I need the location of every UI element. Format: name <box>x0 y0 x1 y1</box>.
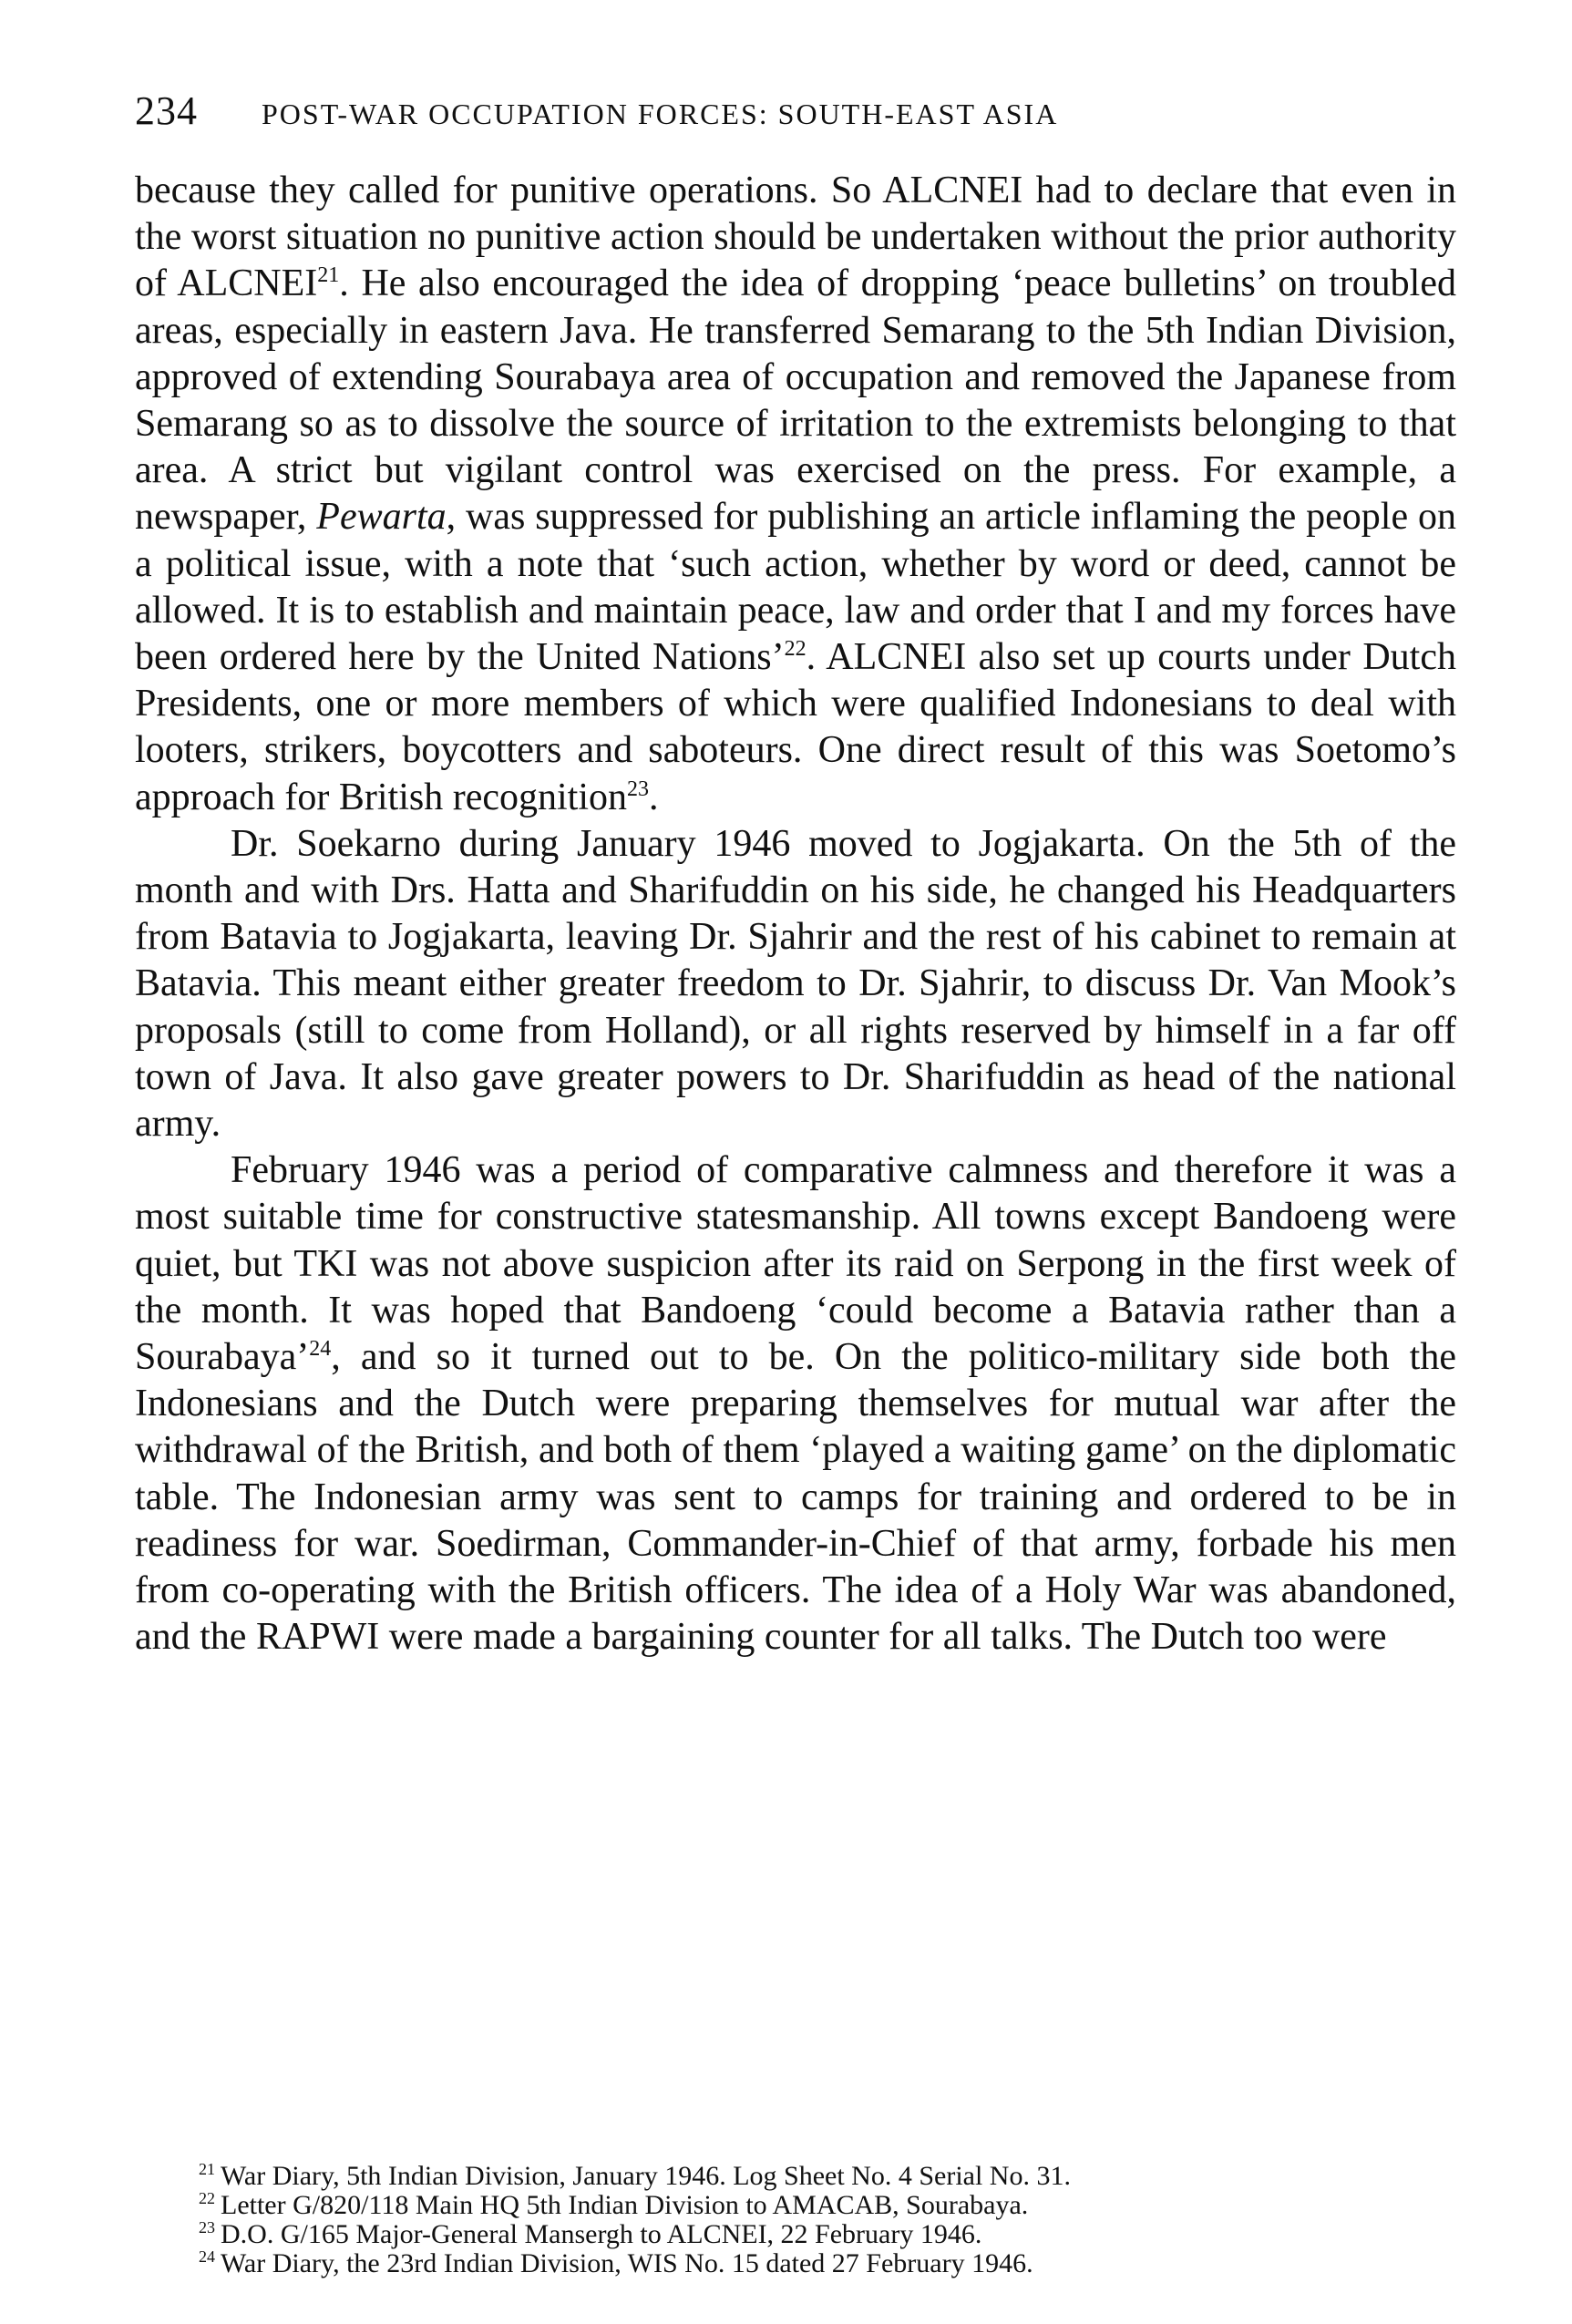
footnote-mark: 21 <box>199 2160 215 2178</box>
footnote-ref-22: 22 <box>784 637 807 662</box>
paragraph-3-text-a: February 1946 was a period of comparative calmness and therefore it was a most suitable time for constructive statesmanship. All towns except Bandoeng were quiet, but TKI was not above suspicion after its raid on Serpong in the first week of the month. It was hoped that Bandoeng ‘could become a Batavia rather than a Sourabaya’ <box>135 1149 1456 1379</box>
page-header <box>135 87 1456 142</box>
running-head: POST-WAR OCCUPATION FORCES: SOUTH-EAST ASIA <box>262 98 1059 130</box>
footnotes <box>199 2162 1465 2278</box>
footnote-24 <box>199 2249 1465 2278</box>
footnote-ref-23: 23 <box>627 776 650 801</box>
page-number: 234 <box>135 88 198 133</box>
paragraph-2: Dr. Soekarno during January 1946 moved to Jogjakarta. On the 5th of the month and with Drs. Hatta and Sharifuddin on his side, he changed his Headquarters from Batavia to Jogjakarta, leaving Dr. Sjahrir and the rest of his cabinet to remain at Batavia. This meant either greater freedom to Dr. Sjahrir, to discuss Dr. Van Mook’s proposals (still to come from Holland), or all rights reserved by himself in a far off town of Java. It also gave greater powers to Dr. Sharifuddin as head of the national army. <box>135 822 1456 1146</box>
footnote-23 <box>199 2220 1465 2249</box>
paragraph-1-text-a: because they called for punitive operations. So ALCNEI had to declare that even in the worst situation no punitive action should be undertaken without the prior authority of ALCNEI <box>135 170 1456 305</box>
footnote-22 <box>199 2191 1465 2220</box>
footnote-mark: 22 <box>199 2189 215 2207</box>
paragraph-3 <box>135 1147 1456 1661</box>
book-page <box>135 87 1456 1661</box>
footnote-21 <box>199 2162 1465 2191</box>
paragraph-1-text-c: , was suppressed for publishing an article inflaming the people on a political issue, with a note that ‘such action, whether by word or deed, cannot be allowed. It is to establish and maintain peace, law and order that I and my forces have been ordered here by the United Nations’ <box>135 496 1457 679</box>
footnote-ref-24: 24 <box>309 1337 332 1362</box>
paragraph-1-text-d: . ALCNEI also set up courts under Dutch Presidents, one or more members of which were qualified Indonesians to deal with looters, strikers, boycotters and saboteurs. One direct result of this was Soetomo’s approach for British recognition <box>135 636 1456 818</box>
newspaper-name: Pewarta <box>316 496 447 539</box>
paragraph-1-text-b: . He also encouraged the idea of dropping ‘peace bulletins’ on troubled areas, especially in eastern Java. He transferred Semarang to the 5th Indian Division, approved of extending Sourabaya area of occupation and removed the Japanese from Semarang so as to dissolve the source of irritation to the extremists belonging to that area. A strict but vigilant control was exercised on the press. For example, a newspaper, <box>135 262 1456 539</box>
footnote-mark: 24 <box>199 2247 215 2266</box>
paragraph-1-text-e: . <box>649 776 659 818</box>
footnote-text: Letter G/820/118 Main HQ 5th Indian Division to AMACAB, Sourabaya. <box>221 2190 1029 2220</box>
footnote-ref-21: 21 <box>317 263 340 288</box>
paragraph-1 <box>135 168 1456 821</box>
paragraph-3-text-b: , and so it turned out to be. On the politico-military side both the Indonesians and the Dutch were preparing themselves for mutual war after the withdrawal of the British, and both of them ‘played a waiting game’ on the diplomatic table. The Indonesian army was sent to camps for training and ordered to be in readiness for war. Soedirman, Commander-in-Chief of that army, forbade his men from co-operating with the British officers. The idea of a Holy War was abandoned, and the RAPWI were made a bargaining counter for all talks. The Dutch too were <box>135 1336 1456 1659</box>
body-text <box>135 168 1456 1661</box>
footnote-text: D.O. G/165 Major-General Mansergh to ALCNEI, 22 February 1946. <box>221 2219 982 2249</box>
footnote-mark: 23 <box>199 2218 215 2237</box>
footnote-text: War Diary, the 23rd Indian Division, WIS No. 15 dated 27 February 1946. <box>221 2248 1033 2278</box>
footnote-text: War Diary, 5th Indian Division, January 1946. Log Sheet No. 4 Serial No. 31. <box>221 2161 1071 2191</box>
